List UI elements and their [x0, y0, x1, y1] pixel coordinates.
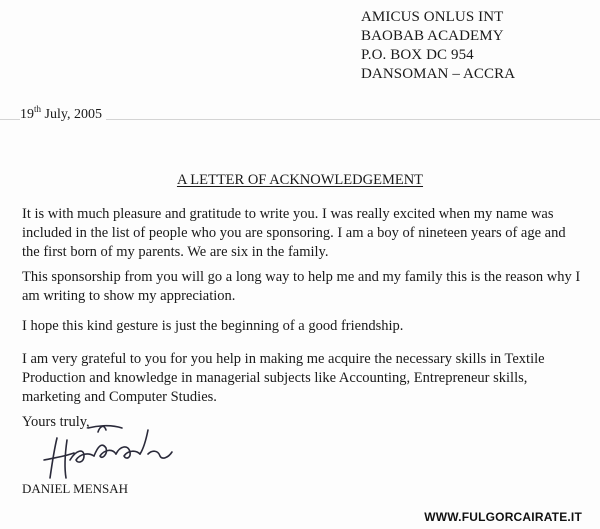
paragraph-line: It is with much pleasure and gratitude to write you. I was really excited when my name was — [22, 206, 554, 222]
footer-url: WWW.FULGORCAIRATE.IT — [424, 510, 582, 524]
paragraph-line: I am very grateful to you for you help in making me acquire the necessary skills in Textile — [22, 351, 545, 367]
recipient-address — [361, 8, 515, 84]
paragraph-intro — [22, 205, 588, 262]
paragraph-sponsorship — [22, 268, 588, 306]
heading-text: A LETTER OF ACKNOWLEDGEMENT — [176, 172, 424, 188]
closing: Yours truly, — [22, 414, 90, 430]
address-line: DANSOMAN – ACCRA — [361, 66, 516, 82]
signer-name: DANIEL MENSAH — [22, 481, 129, 496]
address-line: AMICUS ONLUS INT — [361, 9, 504, 25]
date-suffix: th — [34, 104, 42, 114]
paragraph-gratitude — [22, 350, 588, 407]
paragraph-line: marketing and Computer Studies. — [22, 389, 217, 405]
date-rest: July, 2005 — [41, 107, 102, 122]
address-line: P.O. BOX DC 954 — [361, 47, 474, 63]
paragraph-line: Production and knowledge in managerial subjects like Accounting, Entrepreneur skills, — [22, 370, 528, 386]
paragraph-friendship — [22, 317, 588, 336]
paragraph-line: I hope this kind gesture is just the beginning of a good friendship. — [22, 318, 404, 334]
handwritten-signature — [40, 420, 190, 484]
paragraph-line: This sponsorship from you will go a long way to help me and my family this is the reason why I — [22, 269, 581, 285]
paragraph-line: am writing to show my appreciation. — [22, 288, 236, 304]
address-line: BAOBAB ACADEMY — [361, 28, 504, 44]
letter-date — [20, 104, 106, 123]
letter-heading — [0, 172, 600, 189]
paragraph-line: included in the list of people who you are sponsoring. I am a boy of nineteen years of age and — [22, 225, 566, 241]
date-day: 19 — [20, 107, 34, 122]
paragraph-line: the first born of my parents. We are six in the family. — [22, 244, 329, 260]
